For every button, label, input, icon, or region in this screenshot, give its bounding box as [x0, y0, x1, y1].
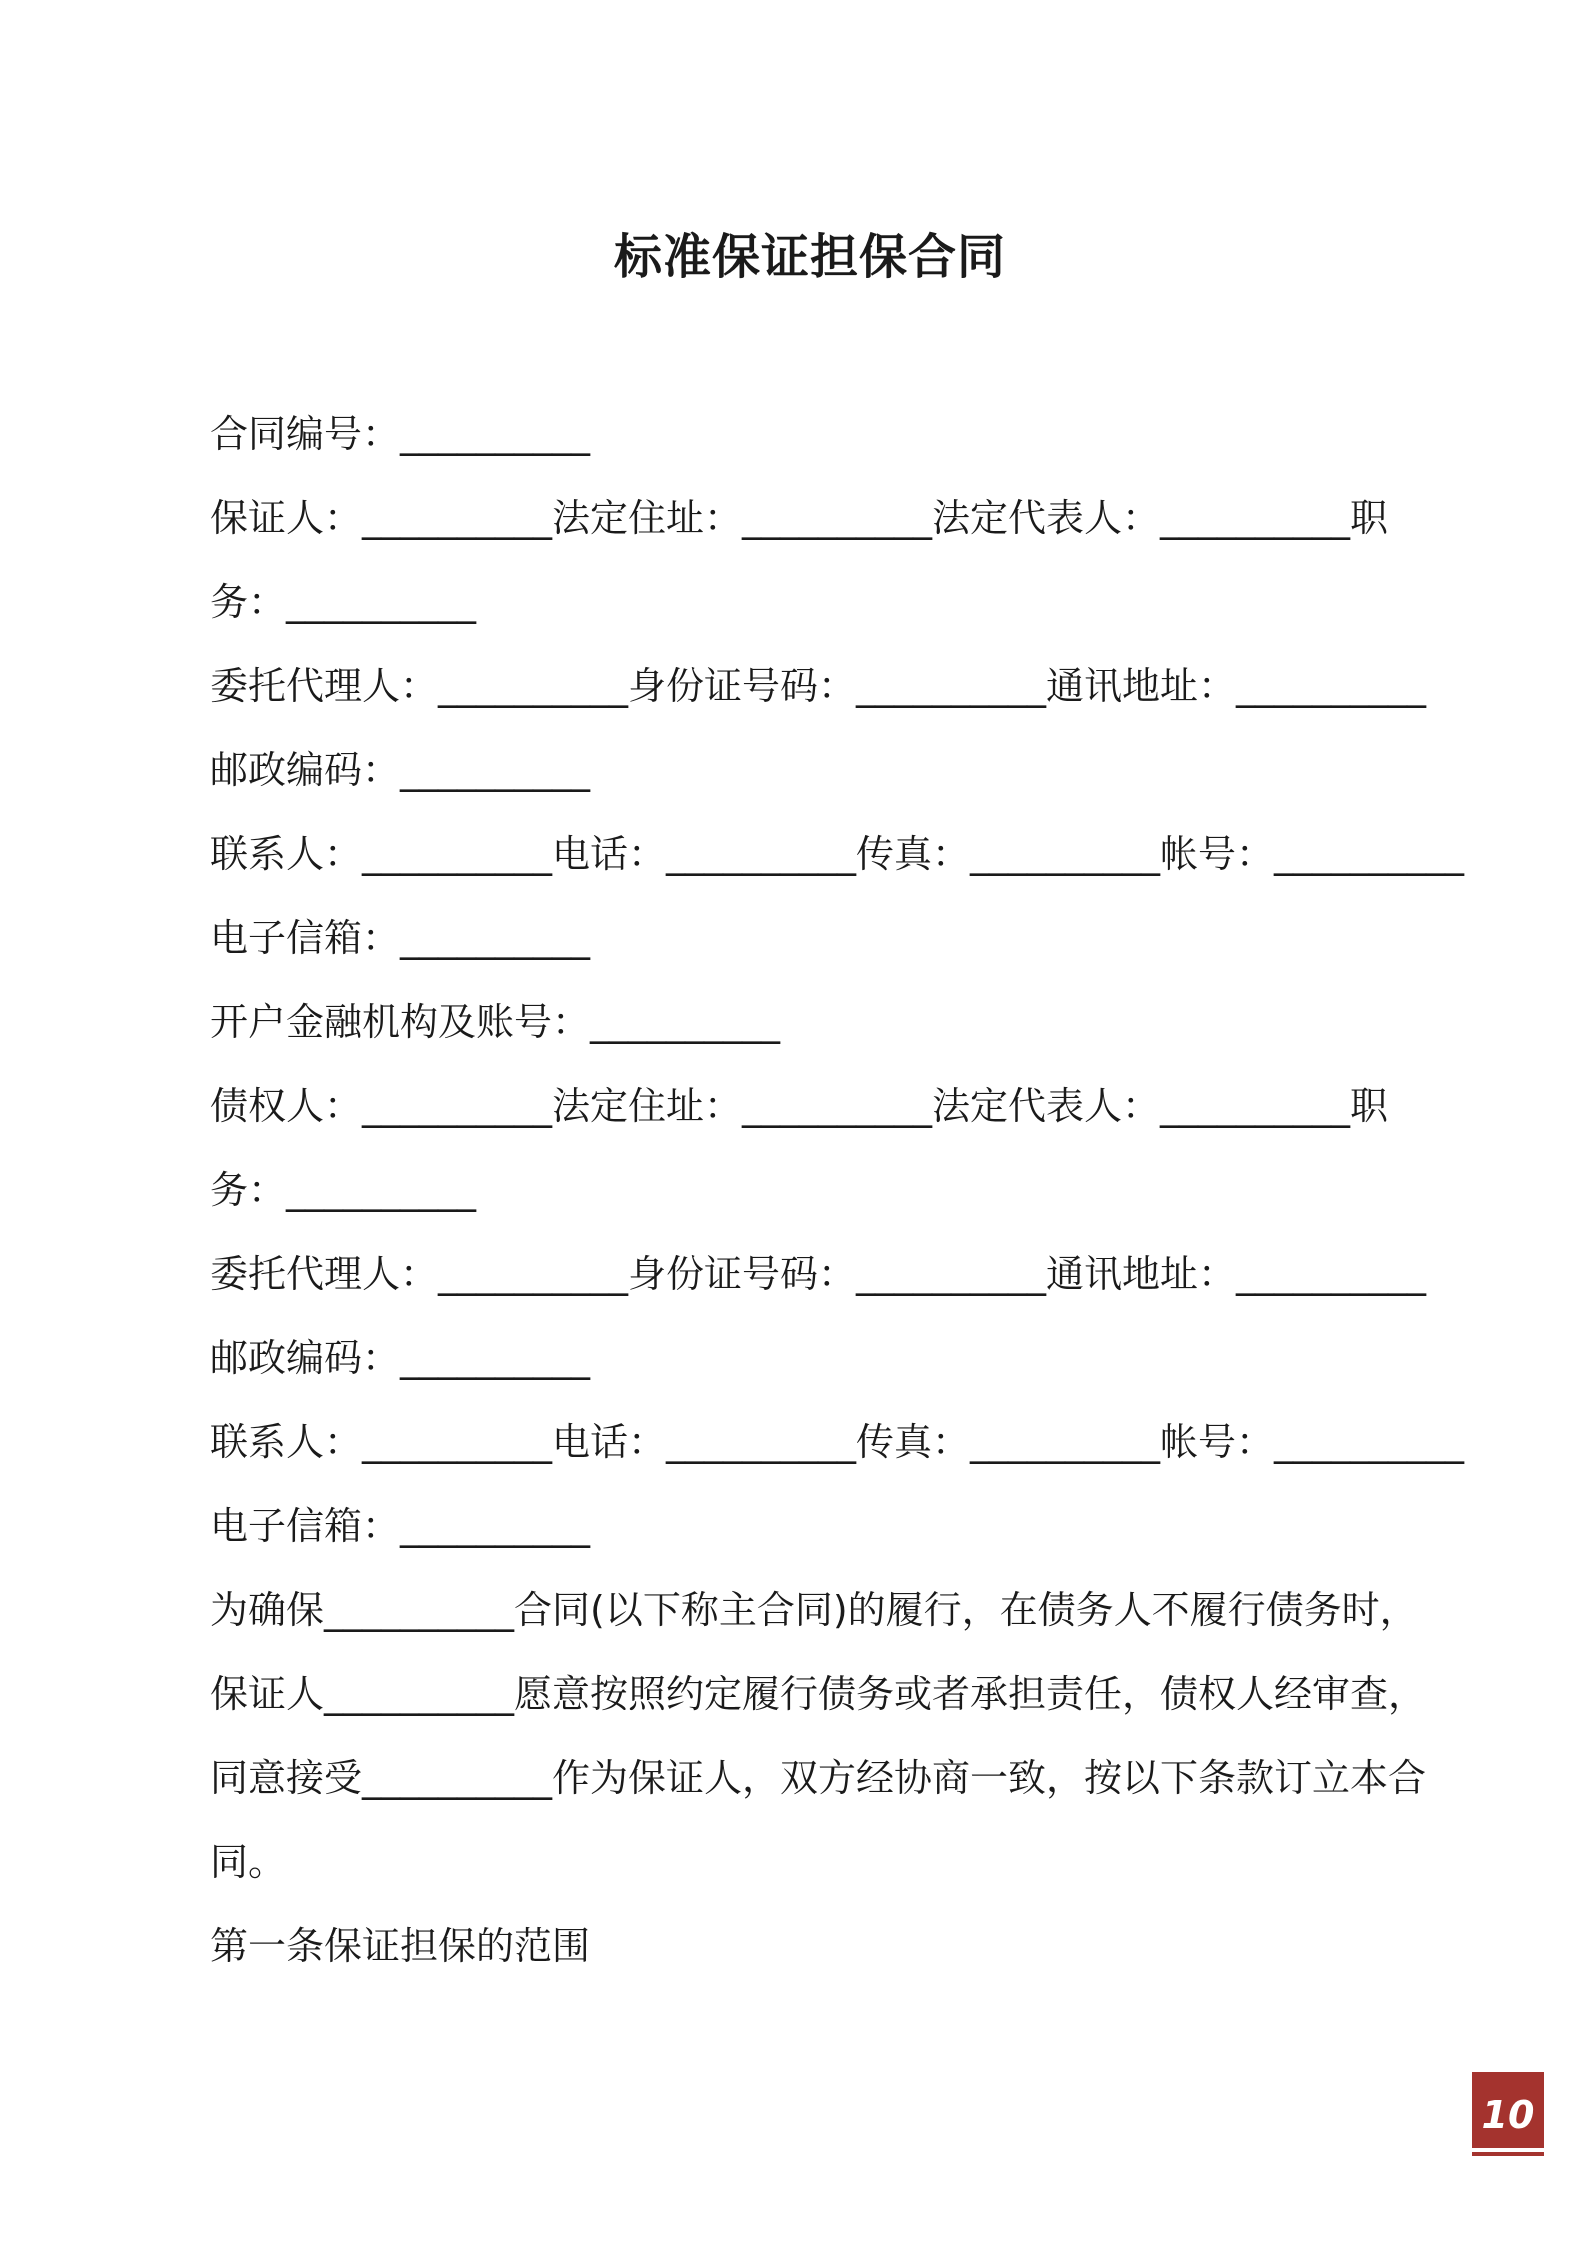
preamble-line-2: 保证人__________愿意按照约定履行债务或者承担责任，债权人经审查，	[210, 1672, 1427, 1716]
guarantor-contact-line: 联系人：__________电话：__________传真：__________帐号：__________	[210, 832, 1465, 876]
document-body	[210, 408, 1465, 2004]
preamble-line-1: 为确保__________合同(以下称主合同)的履行，在债务人不履行债务时，	[210, 1588, 1418, 1632]
page-number: 10	[1481, 2093, 1535, 2137]
guarantor-bank-line: 开户金融机构及账号：__________	[210, 1000, 781, 1044]
creditor-line: 债权人：__________法定住址：__________法定代表人：__________职	[210, 1084, 1389, 1128]
creditor-contact-line: 联系人：__________电话：__________传真：__________帐号：__________	[210, 1420, 1465, 1464]
page-number-badge	[1472, 2072, 1544, 2148]
guarantor-position-line: 务：__________	[210, 580, 477, 624]
contract-number-line: 合同编号：__________	[210, 412, 591, 456]
page-number-underline	[1472, 2152, 1544, 2156]
preamble-line-4: 同。	[210, 1840, 287, 1884]
creditor-position-line: 务：__________	[210, 1168, 477, 1212]
creditor-email-line: 电子信箱：__________	[210, 1504, 591, 1548]
guarantor-postcode-line: 邮政编码：__________	[210, 748, 591, 792]
preamble-line-3: 同意接受__________作为保证人，双方经协商一致，按以下条款订立本合	[210, 1756, 1427, 1800]
guarantor-line: 保证人：__________法定住址：__________法定代表人：__________职	[210, 496, 1389, 540]
document-title: 标准保证担保合同	[613, 229, 1006, 285]
guarantor-email-line: 电子信箱：__________	[210, 916, 591, 960]
creditor-agent-line: 委托代理人：__________身份证号码：__________通讯地址：__________	[210, 1252, 1427, 1296]
article-1-heading: 第一条保证担保的范围	[210, 1924, 591, 1968]
guarantor-agent-line: 委托代理人：__________身份证号码：__________通讯地址：__________	[210, 664, 1427, 708]
creditor-postcode-line: 邮政编码：__________	[210, 1336, 591, 1380]
